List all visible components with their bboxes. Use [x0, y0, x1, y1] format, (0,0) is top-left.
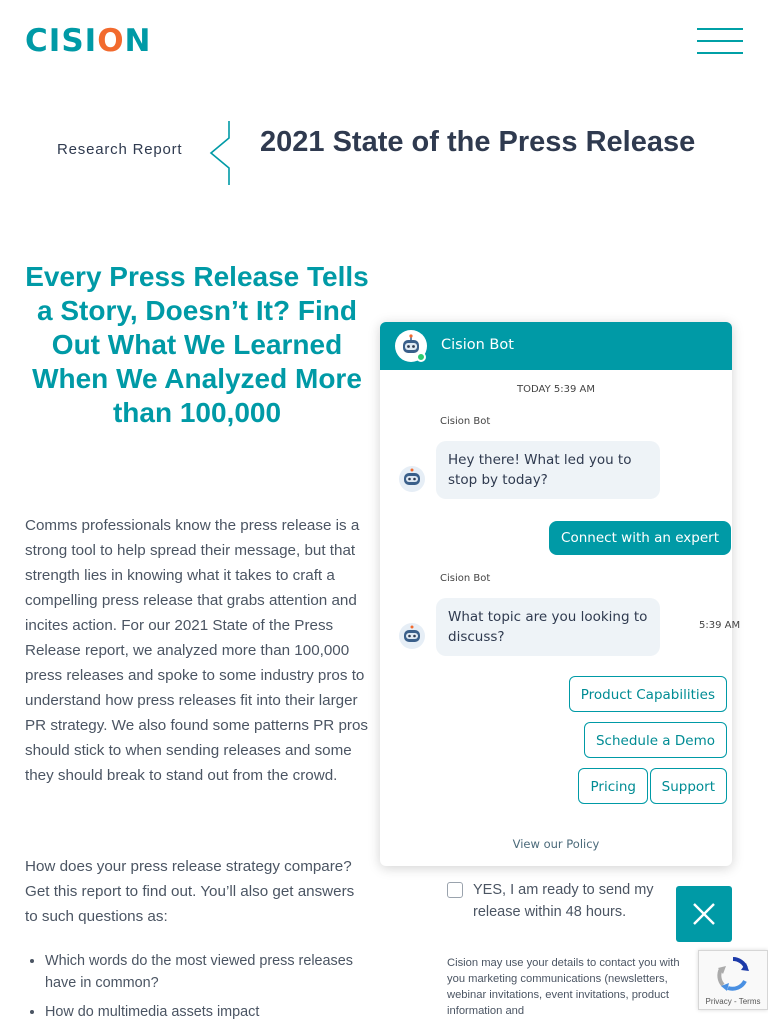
product-capabilities-button[interactable]: Product Capabilities	[569, 676, 727, 712]
bot-message-bubble: What topic are you looking to discuss?	[436, 598, 660, 656]
connect-with-expert-button[interactable]: Connect with an expert	[549, 521, 731, 555]
chat-window	[380, 322, 741, 866]
questions-intro-paragraph: How does your press release strategy compare? Get this report to find out. You’ll also get answers to such questions as:	[25, 858, 355, 925]
logo-letter-o: O	[97, 23, 125, 59]
ready-to-send-checkbox[interactable]	[447, 882, 463, 898]
privacy-disclaimer: Cision may use your details to contact you with you marketing communications (newsletters, webinar invitations, event invitations, product information and	[447, 957, 680, 1017]
recaptcha-badge[interactable]	[698, 950, 768, 1010]
chat-day-stamp: TODAY 5:39 AM	[517, 384, 595, 395]
recaptcha-icon	[699, 951, 767, 997]
logo-letter-n: N	[124, 23, 152, 59]
message-sender: Cision Bot	[440, 573, 491, 584]
ready-to-send-label: YES, I am ready to send my release within 48 hours.	[473, 882, 654, 920]
list-item: • How do multimedia assets impact	[45, 1001, 365, 1023]
recaptcha-legal[interactable]: Privacy - Terms	[705, 997, 761, 1006]
cision-logo[interactable]	[25, 24, 152, 58]
robot-icon	[398, 622, 426, 650]
view-policy-link[interactable]: View our Policy	[512, 837, 600, 851]
logo-letter-i: I	[48, 23, 62, 59]
report-type-label: Research Report	[57, 141, 183, 158]
close-icon	[676, 886, 732, 942]
chevron-divider-icon	[205, 120, 235, 186]
bot-avatar	[395, 330, 427, 362]
robot-icon	[398, 465, 426, 493]
online-status-dot	[416, 352, 426, 362]
message-timestamp: 5:39 AM	[699, 620, 741, 631]
section-headline: Every Press Release Tells a Story, Doesn’t It? Find Out What We Learned When We Analyzed More than 100,000	[25, 261, 369, 428]
support-button[interactable]: Support	[650, 768, 727, 804]
logo-letter-s: S	[61, 23, 85, 59]
hamburger-icon[interactable]	[697, 28, 743, 54]
page-title: 2021 State of the Press Release	[260, 126, 696, 158]
list-item: • Which words do the most viewed press releases have in common?	[45, 950, 365, 994]
chat-bot-name: Cision Bot	[441, 337, 514, 353]
ready-to-send-checkbox-row[interactable]	[447, 879, 677, 923]
pricing-button[interactable]: Pricing	[578, 768, 648, 804]
close-chat-button[interactable]	[676, 886, 732, 942]
logo-letter-c: C	[25, 23, 49, 59]
message-sender: Cision Bot	[440, 416, 491, 427]
bot-message-bubble: Hey there! ⁠What led you to stop by today?	[436, 441, 660, 499]
question-list	[25, 950, 365, 1030]
logo-letter-i2: I	[84, 23, 98, 59]
chat-header	[380, 322, 732, 370]
intro-paragraph: Comms professionals know the press release is a strong tool to help spread their message, but that strength lies in knowing what it takes to craft a compelling press release that grabs attention and incites action. For our 2021 State of the Press Release report, we analyzed more than 100,000 press releases and spoke to some industry pros to understand how press releases fit into their larger PR strategy. We also found some patterns PR pros should stick to when sending releases and some they should break to stand out from the crowd.	[25, 517, 369, 784]
schedule-demo-button[interactable]: Schedule a Demo	[584, 722, 727, 758]
